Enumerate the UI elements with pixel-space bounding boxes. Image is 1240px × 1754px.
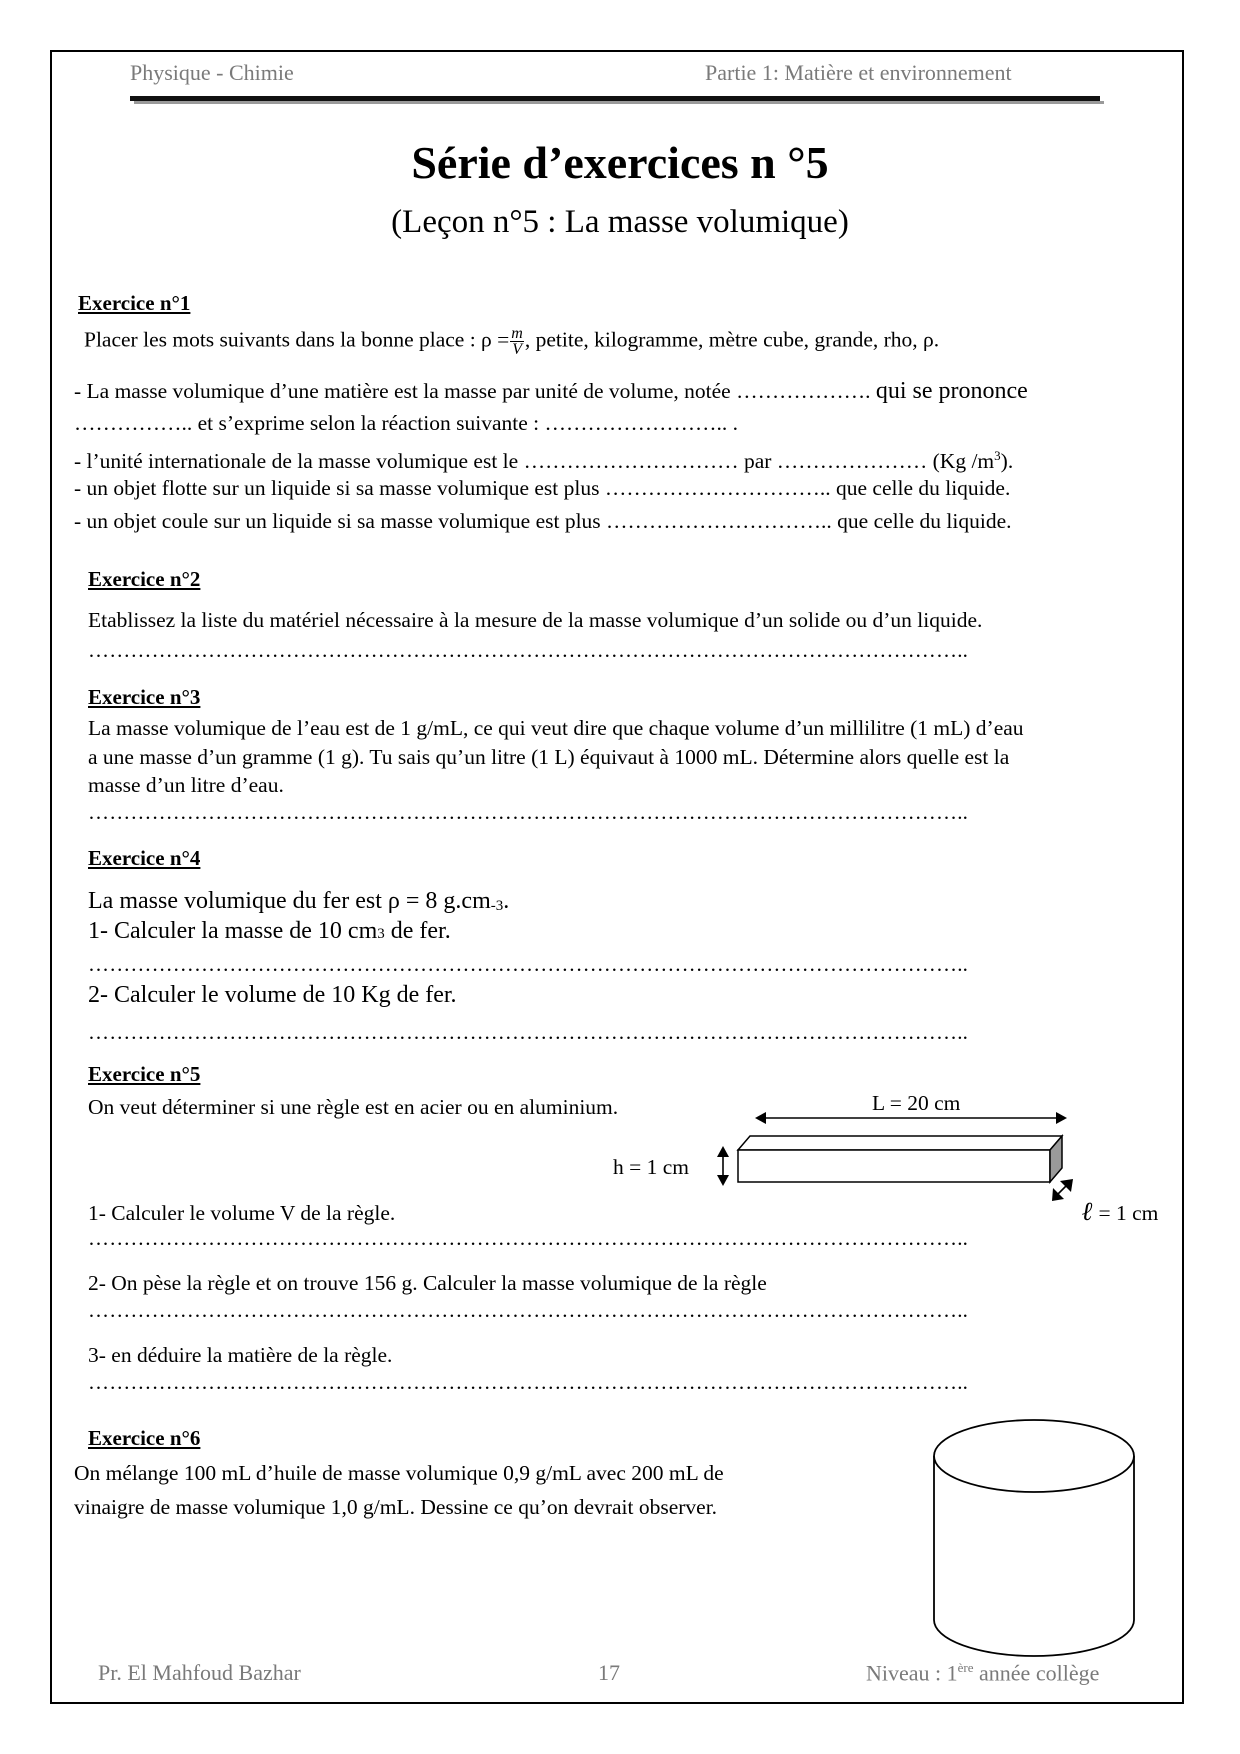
ex4-q1-sub: 3: [377, 926, 385, 942]
ex4-q2: 2- Calculer le volume de 10 Kg de fer.: [88, 982, 457, 1008]
ex4-line1-sup: -3: [490, 898, 504, 914]
ex6-line2: vinaigre de masse volumique 1,0 g/mL. Dessine ce qu’on devrait observer.: [74, 1495, 718, 1519]
ex5-title: Exercice n°5: [88, 1062, 201, 1086]
ex5-intro: On veut déterminer si une règle est en acier ou en aluminium.: [88, 1095, 619, 1119]
ex4-q1-b: de fer.: [384, 918, 451, 944]
ex1-line4: - un objet flotte sur un liquide si sa masse volumique est plus ………………………….. que celle du liquide.: [74, 476, 1011, 500]
page-title: Série d’exercices n °5: [411, 137, 829, 188]
footer-level-b: année collège: [973, 1660, 1100, 1686]
ruler-bar: [738, 1136, 1062, 1182]
ruler-height-label: h = 1 cm: [613, 1155, 690, 1179]
footer-level: [866, 1660, 1099, 1686]
ex1-line1-a: - La masse volumique d’une matière est la masse par unité de volume, notée ……………….: [74, 379, 876, 403]
ex5-q1: 1- Calculer le volume V de la règle.: [88, 1201, 396, 1225]
frac-numerator: m: [511, 325, 523, 342]
ex3-line2: a une masse d’un gramme (1 g). Tu sais qu’un litre (1 L) équivaut à 1000 mL. Détermine alors quelle est la: [88, 745, 1010, 769]
ex1-line3-a: - l’unité internationale de la masse volumique est le ………………………… par ………………… (Kg /m: [74, 449, 995, 474]
ex3-title: Exercice n°3: [88, 685, 201, 709]
ruler-width-value: = 1 cm: [1093, 1201, 1159, 1225]
ell-symbol: ℓ: [1082, 1197, 1094, 1226]
ex1-line5: - un objet coule sur un liquide si sa masse volumique est plus ………………………….. que celle du liquide.: [74, 509, 1012, 533]
ex2-title: Exercice n°2: [88, 567, 201, 591]
footer-page-number: 17: [598, 1660, 620, 1685]
ex1-line2: …………….. et s’exprime selon la réaction suivante : …………………….. .: [74, 411, 738, 435]
answer-line: ……………………………………………………………………………………………………………..: [88, 1226, 969, 1250]
beaker-figure: [934, 1420, 1134, 1656]
frac-denominator: V: [512, 341, 522, 358]
height-arrow: [717, 1146, 729, 1186]
answer-line: ……………………………………………………………………………………………………………..: [88, 1020, 969, 1044]
ruler-length-label: L = 20 cm: [872, 1091, 961, 1115]
header-part: Partie 1: Matière et environnement: [705, 60, 1012, 85]
ex3-line1: La masse volumique de l’eau est de 1 g/mL, ce qui veut dire que chaque volume d’un millilitre (1 mL) d’eau: [88, 716, 1024, 740]
answer-line: ……………………………………………………………………………………………………………..: [88, 638, 969, 662]
header-subject: Physique - Chimie: [130, 60, 294, 85]
ex4-title: Exercice n°4: [88, 846, 201, 870]
width-arrow: [1052, 1179, 1073, 1201]
ex2-text: Etablissez la liste du matériel nécessaire à la mesure de la masse volumique d’un solide ou d’un liquide.: [88, 608, 983, 632]
ex1-intro-before: Placer les mots suivants dans la bonne place : ρ =: [84, 327, 510, 352]
answer-line: ……………………………………………………………………………………………………………..: [88, 952, 969, 976]
footer-author: Pr. El Mahfoud Bazhar: [98, 1660, 301, 1685]
ex5-q2: 2- On pèse la règle et on trouve 156 g. Calculer la masse volumique de la règle: [88, 1271, 767, 1295]
ex1-line3-b: ).: [1000, 449, 1014, 474]
answer-line: ……………………………………………………………………………………………………………..: [88, 800, 969, 824]
ex6-title: Exercice n°6: [88, 1426, 201, 1450]
ex5-q3: 3- en déduire la matière de la règle.: [88, 1343, 393, 1367]
ex1-line1-b: qui se prononce: [875, 378, 1028, 404]
ex1-title: Exercice n°1: [78, 291, 191, 315]
answer-line: ……………………………………………………………………………………………………………..: [88, 1370, 969, 1394]
footer-level-a: Niveau : 1: [866, 1660, 958, 1686]
ex1-line3-sup: 3: [994, 448, 1001, 463]
ex4-q1-a: 1- Calculer la masse de 10 cm: [88, 918, 378, 944]
footer-level-sup: ère: [957, 1660, 974, 1675]
page-subtitle: (Leçon n°5 : La masse volumique): [391, 204, 849, 240]
ruler-width-label: [1082, 1198, 1158, 1227]
ex6-line1: On mélange 100 mL d’huile de masse volumique 0,9 g/mL avec 200 mL de: [74, 1461, 724, 1485]
ex4-line1-b: .: [503, 888, 510, 914]
ex3-line3: masse d’un litre d’eau.: [88, 773, 284, 797]
ex1-intro-after: , petite, kilogramme, mètre cube, grande, rho, ρ.: [524, 327, 940, 352]
ex4-line1-a: La masse volumique du fer est ρ = 8 g.cm: [88, 888, 491, 914]
answer-line: ……………………………………………………………………………………………………………..: [88, 1298, 969, 1322]
